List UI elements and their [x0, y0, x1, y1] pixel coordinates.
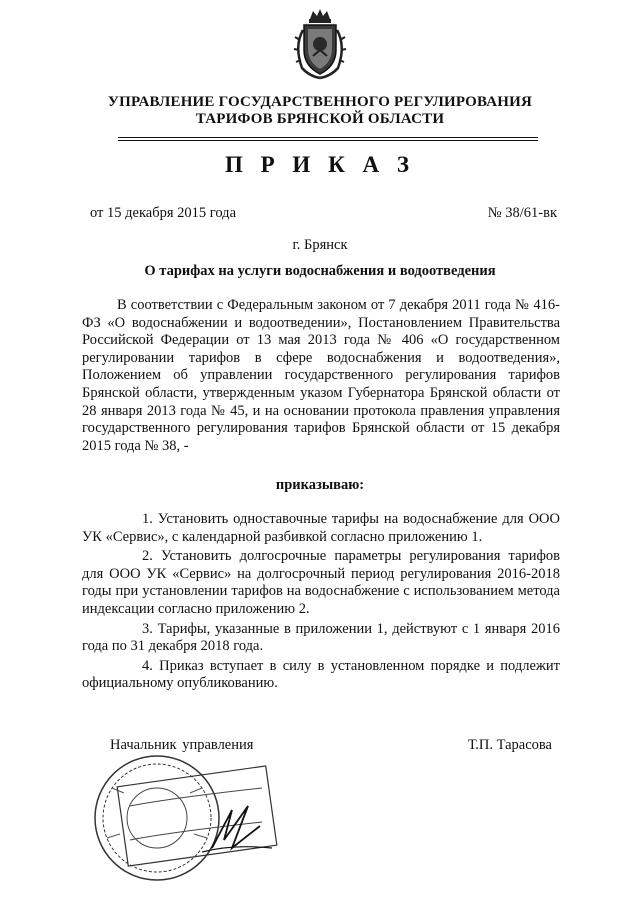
order-item	[82, 658, 560, 693]
order-item-text: Приказ вступает в силу в установленном порядке и подлежит официальному опубликованию.	[82, 657, 561, 692]
document-subject: О тарифах на услуги водоснабжения и водоотведения	[144, 263, 496, 279]
preamble-paragraph: В соответствии с Федеральным законом от 7 декабря 2011 года № 416-ФЗ «О водоснабжении и водоотведении», Постановлением Правительства Российской Федерации от 13 мая 2013 года № 406 «О государственном регулировании тарифов в сфере водоснабжения и водоотведения», Положением об управлении государственного регулирования тарифов Брянской области, утвержденным указом Губернатора Брянской области от 28 января 2013 года № 45, и на основании протокола правления управления государственного регулирования тарифов Брянской области от 15 декабря 2015 года № 38, -	[82, 297, 560, 454]
document-title: П Р И К А З	[224, 152, 415, 177]
signatory-position: Начальник управления	[110, 737, 254, 753]
signatory-name: Т.П. Тарасова	[467, 737, 552, 753]
order-items	[82, 511, 560, 695]
organization-name-line1: УПРАВЛЕНИЕ ГОСУДАРСТВЕННОГО РЕГУЛИРОВАНИЯ	[107, 94, 533, 110]
order-item-text: Установить одноставочные тарифы на водоснабжение для ООО УК «Сервис», с календарной разбивкой согласно приложению 1.	[82, 511, 561, 545]
document-city: г. Брянск	[292, 237, 348, 253]
document-number: № 38/61-вк	[487, 205, 557, 221]
order-item-number: 3.	[142, 620, 153, 637]
order-item-number: 2.	[142, 548, 153, 565]
copy-verified-stamp-icon	[117, 766, 277, 866]
order-item-text: Установить долгосрочные параметры регулирования тарифов для ООО УК «Сервис» на долгосрочный период регулирования 2016-2018 годы при установлении тарифов на водоснабжение с использованием метода индексации согласно приложению 2.	[82, 548, 561, 617]
order-item-number: 1.	[142, 511, 153, 527]
coat-of-arms-icon	[291, 6, 349, 80]
header-divider	[118, 140, 538, 141]
order-word: приказываю:	[275, 477, 365, 493]
organization-name-line2: ТАРИФОВ БРЯНСКОЙ ОБЛАСТИ	[195, 111, 445, 127]
order-item	[82, 621, 560, 656]
stamps-area	[82, 748, 292, 893]
order-item	[82, 548, 560, 618]
header-divider	[118, 137, 538, 138]
order-item	[82, 511, 560, 546]
order-item-number: 4.	[142, 657, 153, 674]
order-item-text: Тарифы, указанные в приложении 1, действуют с 1 января 2016 года по 31 декабря 2018 года.	[82, 620, 560, 655]
document-date: от 15 декабря 2015 года	[90, 205, 236, 221]
